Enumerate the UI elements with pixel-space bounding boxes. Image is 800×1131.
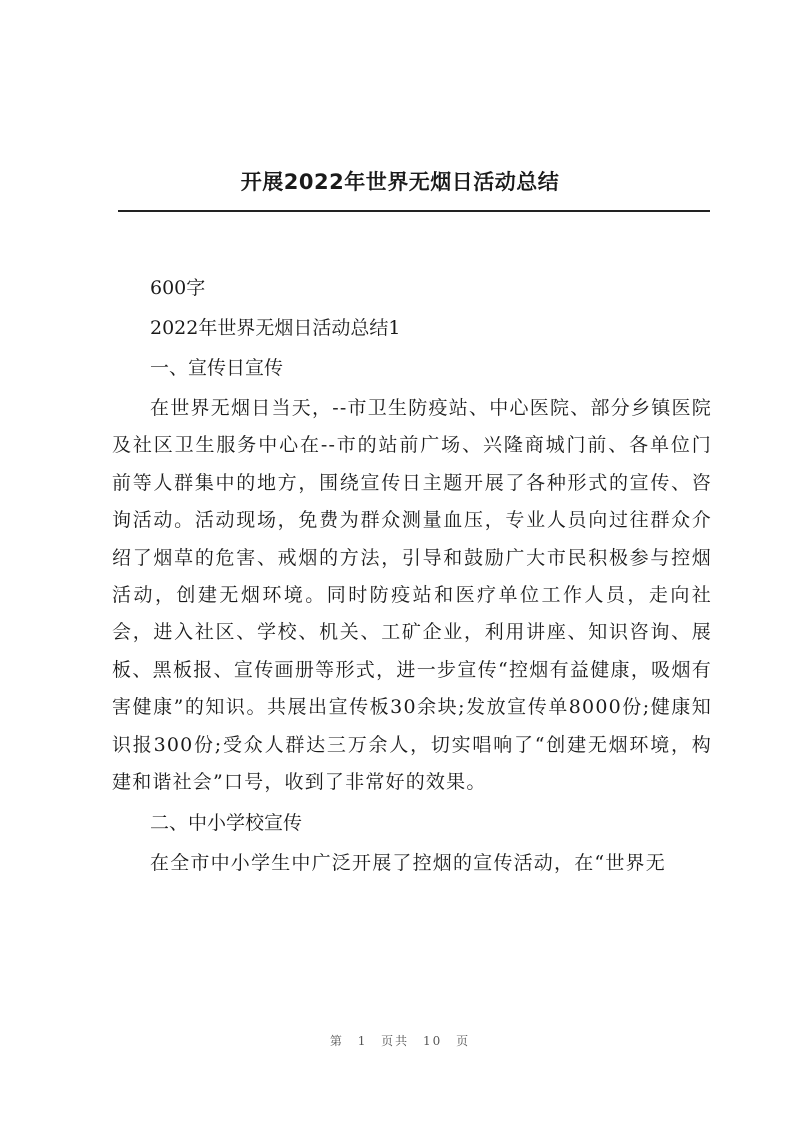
section-paragraph-publicity-day: 在世界无烟日当天，--市卫生防疫站、中心医院、部分乡镇医院及社区卫生服务中心在--市的站前广场、兴隆商城门前、各单位门前等人群集中的地方，围绕宣传日主题开展了各种形式的宣传、咨询活动。活动现场，免费为群众测量血压，专业人员向过往群众介绍了烟草的危害、戒烟的方法，引导和鼓励广大市民积极参与控烟活动，创建无烟环境。同时防疫站和医疗单位工作人员，走向社会，进入社区、学校、机关、工矿企业，利用讲座、知识咨询、展板、黑板报、宣传画册等形式，进一步宣传“控烟有益健康，吸烟有害健康”的知识。共展出宣传板30余块;发放宣传单8000份;健康知识报300份;受众人群达三万余人，切实唱响了“创建无烟环境，构建和谐社会”口号，收到了非常好的效果。 — [112, 397, 712, 794]
title-divider — [118, 210, 710, 212]
page-footer: 第 1 页共 10 页 — [329, 1034, 471, 1048]
summary-subtitle: 2022年世界无烟日活动总结1 — [150, 317, 401, 339]
section-heading-publicity-day: 一、宣传日宣传 — [150, 357, 284, 379]
section-paragraph-schools: 在全市中小学生中广泛开展了控烟的宣传活动，在“世界无 — [150, 852, 666, 875]
section-heading-schools: 二、中小学校宣传 — [150, 812, 303, 835]
word-count: 600字 — [150, 277, 206, 299]
document-body — [112, 270, 712, 887]
document-title: 开展2022年世界无烟日活动总结 — [240, 170, 560, 194]
